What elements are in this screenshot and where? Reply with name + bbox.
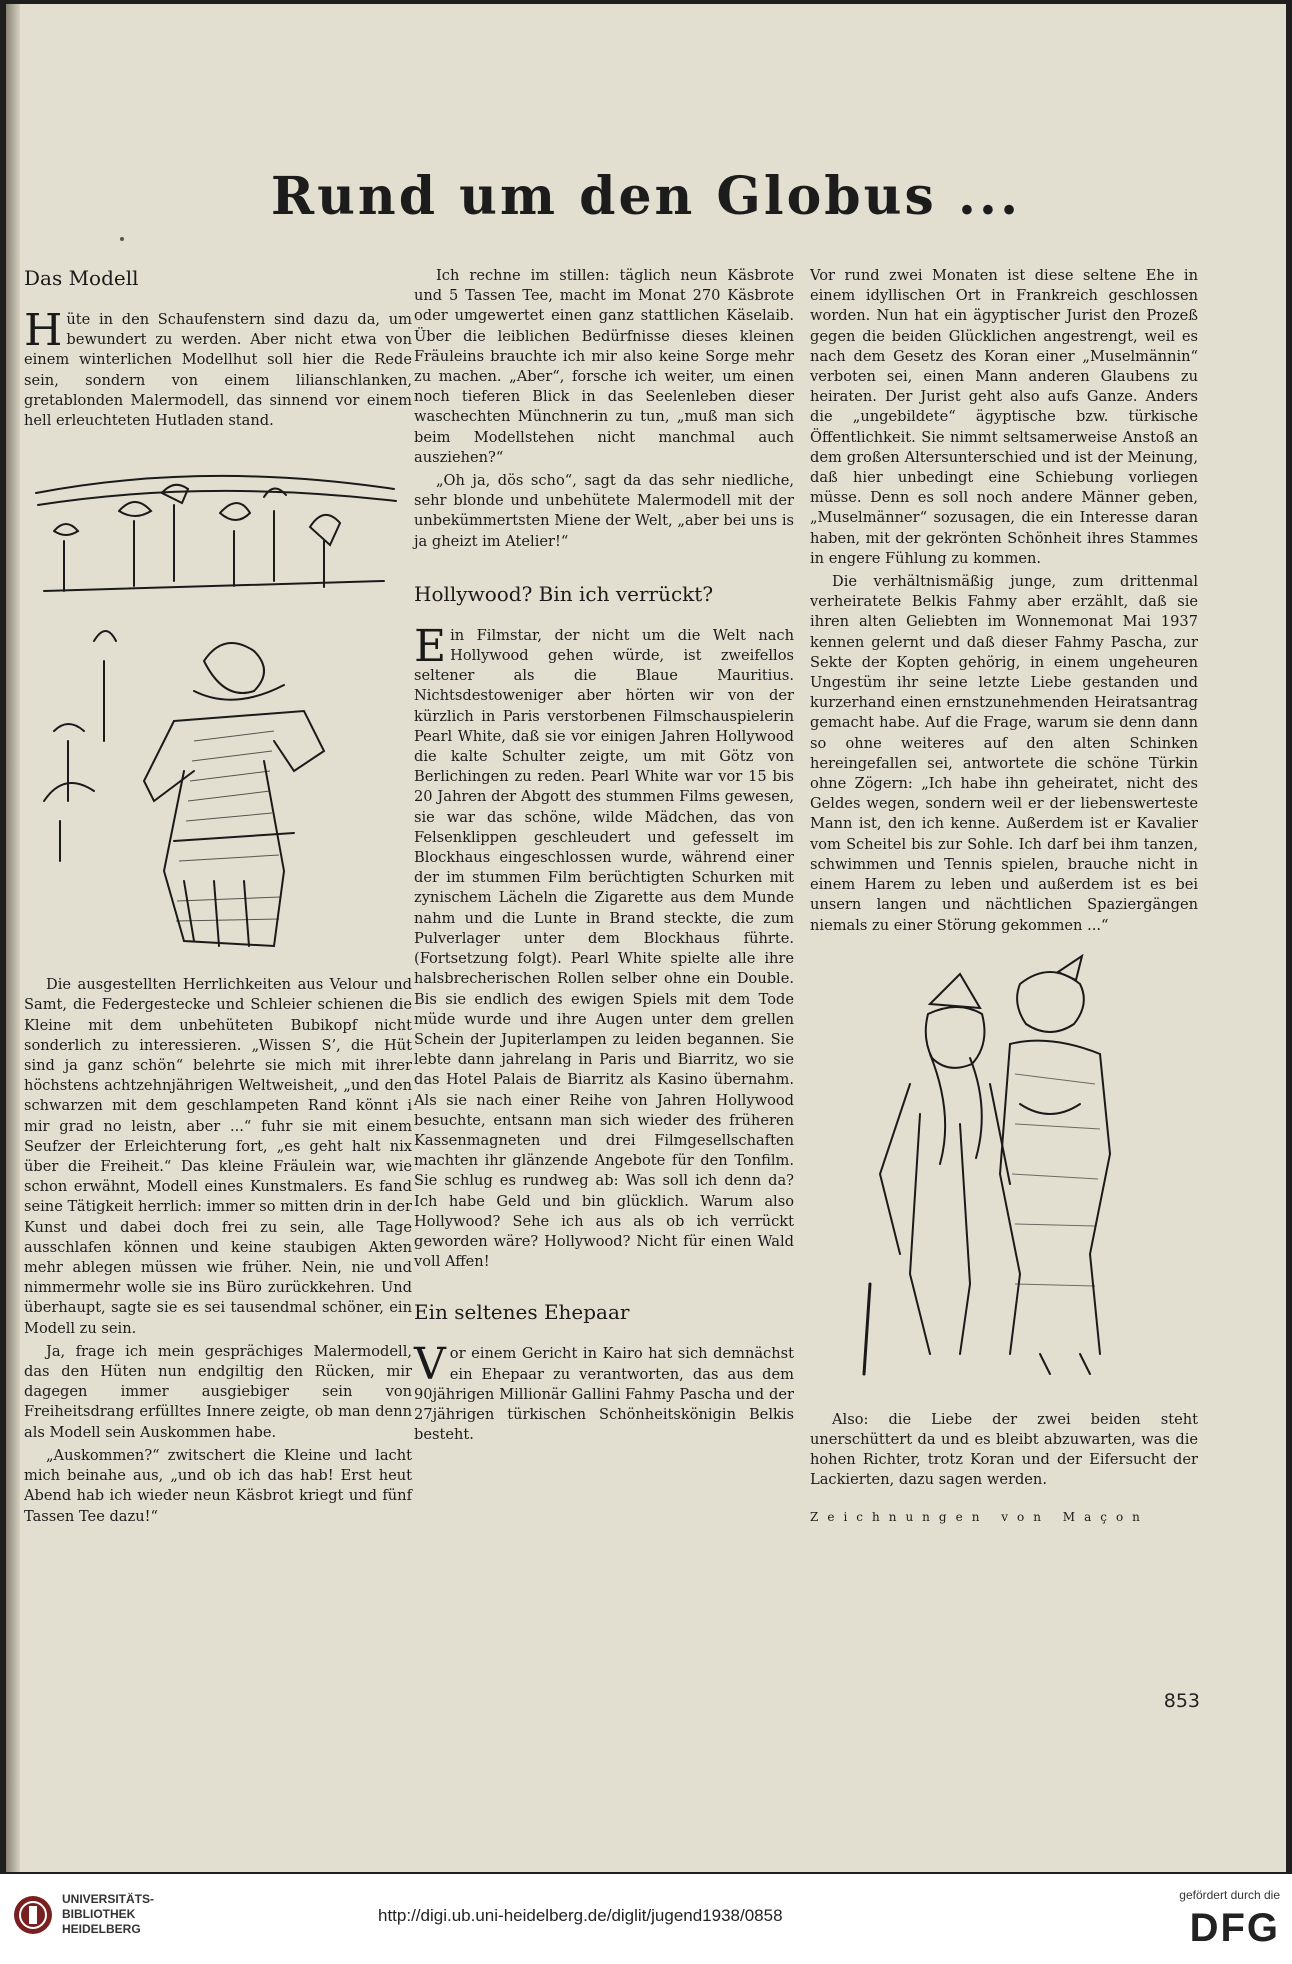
dfg-logo: DFG <box>1189 1906 1280 1950</box>
paragraph: Ein Filmstar, der nicht um die Welt nach Hollywood gehen würde, ist zweifellos seltener als die Blaue Mauritius. Nichtsdestoweniger aber hörten wir von der kürzlich in Paris verstorbenen Filmschauspielerin Pearl White, daß sie vor einigen Jahren Hollywood die kalte Schulter zeigte, um mit Götz von Berlichingen zu reden. Pearl White war vor 15 bis 20 Jahren der Abgott des stummen Films gewesen, sie war das schöne, wilde Mädchen, das von Felsenklippen geschleudert und gefesselt im Blockhaus eingeschlossen wurde, während einer der im stummen Film berüchtigten Schurken mit zynischem Lächeln die Zigarette aus dem Munde nahm und die Lunte in Brand steckte, die zum Pulverlager unter dem Blockhaus führte. (Fortsetzung folgt). Pearl White spielte alle ihre halsbrecherischen Rollen selber ohne ein Double. Bis sie endlich des ewigen Spiels mit dem Tode müde wurde und ihre Augen unter dem grellen Schein der Jupiterlampen zu leiden begannen. Sie lebte dann jahrelang in Paris und Biarritz, wo sie das Hotel Palais de Biarritz als Kasino übernahm. Als sie nach einer Reihe von Jahren Hollywood besuchte, entsann man sich wieder des früheren Kassenmagneten und drei Filmgesellschaften machten ihr glänzende Angebote für den Tonfilm. Sie schlug es rundweg ab: Was soll ich denn da? Ich habe Geld und bin glücklich. Warum also Hollywood? Sehe ich aus als ob ich verrückt geworden wäre? Hollywood? Nicht für einen Wald voll Affen! <box>414 620 794 1271</box>
section-heading-hollywood: Hollywood? Bin ich verrückt? <box>414 581 714 606</box>
permalink-url[interactable]: http://digi.ub.uni-heidelberg.de/diglit/jugend1938/0858 <box>378 1906 783 1925</box>
funded-by-label: gefördert durch die <box>1179 1888 1280 1902</box>
ink-dot <box>120 237 124 241</box>
paragraph: Vor einem Gericht in Kairo hat sich demnächst ein Ehepaar zu verantworten, das aus dem 90jährigen Millionär Gallini Fahmy Pascha und der 27jährigen türkischen Schönheitskönigin Belkis besteht. <box>414 1339 794 1444</box>
paragraph: „Oh ja, dös scho“, sagt da das sehr niedliche, sehr blonde und unbehütete Malermodell mit der unbekümmertsten Miene der Welt, „aber bei uns is ja gheizt im Atelier!“ <box>414 472 794 550</box>
paragraph: Ich rechne im stillen: täglich neun Käsbrote und 5 Tassen Tee, macht im Monat 270 Käsbrote oder umgewertet einen ganz stattlichen Käselaib. Über die leiblichen Bedürfnisse dieses kleinen Fräuleins brauchte ich mir also keine Sorge mehr zu machen. „Aber“, forsche ich weiter, um einen noch tieferen Blick in das Seelenleben dieser waschechten Münchnerin zu tun, „muß man sich beim Modellstehen nicht manchmal auch ausziehen?“ <box>414 267 794 466</box>
institution-name: UNIVERSITÄTS- BIBLIOTHEK HEIDELBERG <box>62 1892 155 1936</box>
paragraph: Hüte in den Schaufenstern sind dazu da, um bewundert zu werden. Aber nicht etwa von einem winterlichen Modellhut soll hier die Rede sein, sondern von einem lilianschlanken, gretablonden Malermodell, das sinnend vor einem hell erleuchteten Hutladen stand. <box>24 305 412 430</box>
paragraph: Die verhältnismäßig junge, zum drittenmal verheiratete Belkis Fahmy aber erzählt, daß sie ihren alten Geliebten im Wonnemonat Mai 1937 kennen gelernt und daß dieser Fahmy Pascha, zur Sekte der Kopten gehörig, in einem ungeheuren Ungestüm ihr seine letzte Liebe gestanden und kurzerhand einen ernstzunehmenden Heiratsantrag gemacht habe. Auf die Frage, warum sie denn dann so ohne weiteres auf den alten Schinken hereingefallen sei, antwortete die schöne Türkin ohne Zögern: „Ich habe ihn geheiratet, nicht des Geldes wegen, sondern weil er der liebenswerteste Mann ist, den ich kenne. Außerdem ist er Kavalier vom Scheitel bis zur Sohle. Ich darf bei ihm tanzen, schwimmen und Tennis spielen, brauche nicht in einem Harem zu leben und außerdem ist es bei unsern langen und nächtlichen Spaziergängen niemals zu einer Störung gekommen ...“ <box>810 573 1198 934</box>
hat-shop-illustration <box>24 441 412 961</box>
column-3 <box>810 266 1198 1527</box>
paragraph: „Auskommen?“ zwitschert die Kleine und lacht mich beinahe aus, „und ob ich das hab! Erst heut Abend hab ich wieder neun Käsbrot kriegt und fünf Tassen Tee dazu!“ <box>24 1446 412 1525</box>
paragraph: Vor rund zwei Monaten ist diese seltene Ehe in einem idyllischen Ort in Frankreich geschlossen worden. Nun hat ein ägyptischer Jurist den Prozeß gegen die beiden Glücklichen angestrengt, weil es nach dem Gesetz des Koran einer „Muselmännin“ verboten sei, einen Mann anderen Glaubens zu heiraten. Der Jurist geht also aufs Ganze. Anders die „ungebildete“ ägyptische bzw. türkische Öffentlichkeit. Sie nimmt seltsamerweise Anstoß an dem großen Altersunterschied und ist der Meinung, daß hier unbedingt eine Schiebung vorliegen müsse. Denn es soll noch andere Männer geben, „Muselmänner“ sozusagen, die ein Interesse daran haben, mit der gekrönten Schönheit ihres Stammes in engere Fühlung zu kommen. <box>810 267 1198 567</box>
couple-illustration <box>810 954 1198 1384</box>
column-2 <box>414 266 794 1448</box>
magazine-page <box>6 4 1286 1872</box>
section-heading-das-modell: Das Modell <box>24 266 139 290</box>
illustration-credit: Zeichnungen von Maçon <box>810 1509 1149 1524</box>
page-spine-shadow <box>6 4 20 1872</box>
university-seal-icon <box>12 1894 54 1936</box>
drop-cap: V <box>414 1339 446 1391</box>
column-1 <box>24 266 412 1530</box>
drop-cap: E <box>414 620 447 672</box>
page-number: 853 <box>1163 1690 1200 1712</box>
paragraph: Ja, frage ich mein gesprächiges Malermodell, das den Hüten nun endgiltig den Rücken, mir dagegen immer ausgiebiger sein von Freiheitsdrang erfülltes Innere zeigte, ob man denn als Modell sein Auskommen habe. <box>24 1342 412 1441</box>
viewer-footer <box>0 1874 1292 1964</box>
page-title: Rund um den Globus ... <box>270 166 1022 227</box>
section-heading-ehepaar: Ein seltenes Ehepaar <box>414 1300 630 1325</box>
paragraph: Also: die Liebe der zwei beiden steht unerschüttert da und es bleibt abzuwarten, was die hohen Richter, trotz Koran und der Eifersucht der Lackierten, dazu sagen werden. <box>810 1410 1198 1489</box>
drop-cap: H <box>24 305 63 356</box>
paragraph: Die ausgestellten Herrlichkeiten aus Velour und Samt, die Federgestecke und Schleier schienen die Kleine mit dem unbehüteten Bubikopf nicht sonderlich zu interessieren. „Wissen S’, die Hüt sind ja ganz schön“ belehrte sie mich mit ihrer höchstens achtzehnjährigen Weltweisheit, „und den schwarzen mit dem geschlampeten Rand könnt i mir grad no leistn, aber ...“ fuhr sie mit einem Seufzer der Erleichterung fort, „es geht halt nix über die Freiheit.“ Das kleine Fräulein war, wie schon erwähnt, Modell eines Kunstmalers. Es fand seine Tätigkeit herrlich: immer so mitten drin in der Kunst und dabei doch frei zu sein, alle Tage ausschlafen können und keine staubigen Akten mehr ablegen müssen wie früher. Nein, nie und nimmermehr wolle sie ins Büro zurückkehren. Und überhaupt, sagte sie es sei tausendmal schöner, ein Modell zu sein. <box>24 976 412 1337</box>
